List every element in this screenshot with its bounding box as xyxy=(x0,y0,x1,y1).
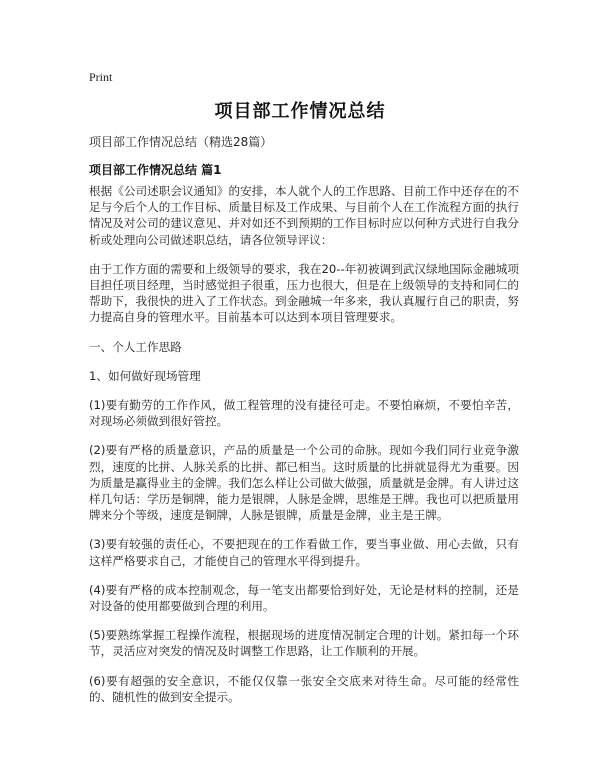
document-body xyxy=(89,183,519,718)
print-link[interactable]: Print xyxy=(89,70,113,84)
paragraph-point-4: (4)要有严格的成本控制观念，每一笔支出都要恰到好处，无论是材料的控制，还是对设备的使用都要做到合理的利用。 xyxy=(89,582,519,614)
paragraph-intro: 根据《公司述职会议通知》的安排，本人就个人的工作思路、目前工作中还存在的不足与今后个人的工作目标、质量目标及工作成果、与目前个人在工作流程方面的执行情况及对公司的建议意见、并对如还不到预期的工作目标时应以何种方式进行自我分析或处理向公司做述职总结，请各位领导评议： xyxy=(89,184,519,247)
paragraph-point-3: (3)要有较强的责任心，不要把现在的工作看做工作，要当事业做、用心去做，只有这样严格要求自己，才能使自己的管理水平得到提升。 xyxy=(89,537,519,568)
document-subtitle: 项目部工作情况总结（精选28篇） xyxy=(89,135,273,149)
paragraph-point-1: (1)要有勤劳的工作作风，做工程管理的没有捷径可走。不要怕麻烦，不要怕辛苦，对现场必须做到很好管控。 xyxy=(89,398,519,429)
paragraph-background: 由于工作方面的需要和上级领导的要求，我在20--年初被调到武汉绿地国际金融城项目担任项目经理，当时感觉担子很重，压力也很大，但是在上级领导的支持和同仁的帮助下，我很快的进入了工作状态。到金融城一年多来，我认真履行自己的职责，努力提高自身的管理水平。目前基本可以达到本项目管理要求。 xyxy=(89,261,519,325)
paragraph-point-6: (6)要有超强的安全意识，不能仅仅靠一张安全交底来对待生命。尽可能的经常性的、随机性的做到安全提示。 xyxy=(89,673,519,704)
heading-work-approach: 一、个人工作思路 xyxy=(89,339,182,354)
paragraph-point-2: (2)要有严格的质量意识，产品的质量是一个公司的命脉。现如今我们同行业竞争激烈，速度的比拼、人脉关系的比拼、都已相当。这时质量的比拼就显得尤为重要。因为质量是赢得业主的金牌。我们怎么样让公司做大做强，质量就是金牌。有人讲过这样几句话：学历是铜牌，能力是银牌，人脉是金牌，思维是王牌。我也可以把质量用牌来分个等级，速度是铜牌，人脉是银牌，质量是金牌，业主是王牌。 xyxy=(89,443,519,523)
page-title: 项目部工作情况总结 xyxy=(214,101,386,122)
paragraph-point-5: (5)要熟练掌握工程操作流程，根据现场的进度情况制定合理的计划。紧扣每一个环节，灵活应对突发的情况及时调整工作思路，让工作顺利的开展。 xyxy=(89,628,519,659)
section-heading: 项目部工作情况总结 篇1 xyxy=(89,163,222,177)
subheading-site-management: 1、如何做好现场管理 xyxy=(89,368,201,383)
